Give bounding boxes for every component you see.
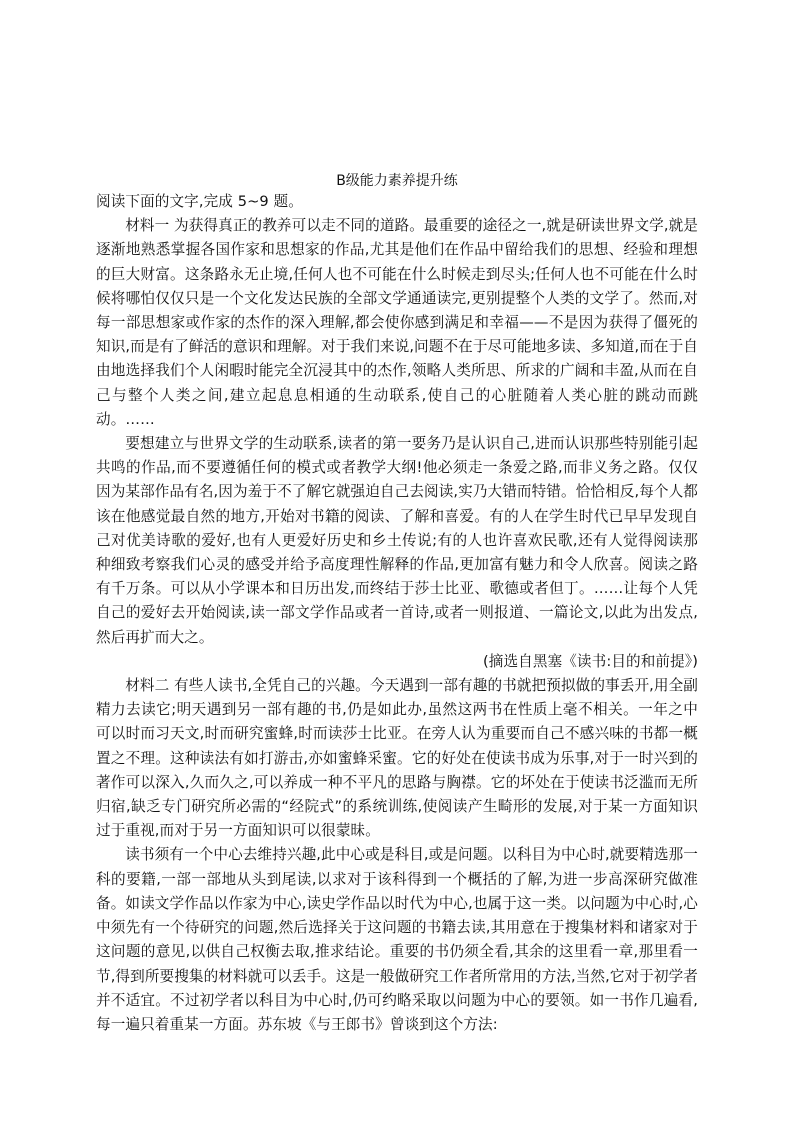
reading-passage (96, 190, 698, 1037)
paragraph-material-one: 材料一 为获得真正的教养可以走不同的道路。最重要的途径之一,就是研读世界文学,就是逐渐地熟悉掌握各国作家和思想家的作品,尤其是他们在作品中留给我们的思想、经验和理想的巨大财富。这条路永无止境,任何人也不可能在什么时候走到尽头;任何人也不可能在什么时候将哪怕仅仅只是一个文化发达民族的全部文学通通读完,更别提整个人类的文学了。然而,对每一部思想家或作家的杰作的深入理解,都会使你感到满足和幸福——不是因为获得了僵死的知识,而是有了鲜活的意识和理解。对于我们来说,问题不在于尽可能地多读、多知道,而在于自由地选择我们个人闲暇时能完全沉浸其中的杰作,领略人类所思、所求的广阔和丰盈,从而在自己与整个人类之间,建立起息息相通的生动联系,使自己的心脏随着人类心脏的跳动而跳动。…… (96, 217, 698, 428)
paragraph-reading-center: 读书须有一个中心去维持兴趣,此中心或是科目,或是问题。以科目为中心时,就要精选那一科的要籍,一部一部地从头到尾读,以求对于该科得到一个概括的了解,为进一步高深研究做准备。如读文学作品以作家为中心,读史学作品以时代为中心,也属于这一类。以问题为中心时,心中须先有一个待研究的问题,然后选择关于这问题的书籍去读,其用意在于搜集材料和诸家对于这问题的意见,以供自己权衡去取,推求结论。重要的书仍须全看,其余的这里看一章,那里看一节,得到所要搜集的材料就可以丢手。这是一般做研究工作者所常用的方法,当然,它对于初学者并不适宜。不过初学者以科目为中心时,仍可约略采取以问题为中心的要领。如一书作几遍看,每一遍只着重某一方面。苏东坡《与王郎书》曾谈到这个方法: (96, 846, 698, 1033)
paragraph-material-two: 材料二 有些人读书,全凭自己的兴趣。今天遇到一部有趣的书就把预拟做的事丢开,用全副精力去读它;明天遇到另一部有趣的书,仍是如此办,虽然这两书在性质上毫不相关。一年之中可以时而习天文,时而研究蜜蜂,时而读莎士比亚。在旁人认为重要而自己不感兴味的书都一概置之不理。这种读法有如打游击,亦如蜜蜂采蜜。它的好处在使读书成为乐事,对于一时兴到的著作可以深入,久而久之,可以养成一种不平凡的思路与胸襟。它的坏处在于使读书泛滥而无所归宿,缺乏专门研究所必需的“经院式”的系统训练,使阅读产生畸形的发展,对于某一方面知识过于重视,而对于另一方面知识可以很蒙昧。 (96, 677, 698, 840)
source-citation: (摘选自黑塞《读书:目的和前提》) (482, 652, 698, 670)
instruction: 阅读下面的文字,完成 5~9 题。 (96, 193, 303, 210)
section-title: B级能力素养提升练 (336, 173, 458, 189)
paragraph-reading-advice: 要想建立与世界文学的生动联系,读者的第一要务乃是认识自己,进而认识那些特别能引起共鸣的作品,而不要遵循任何的模式或者教学大纲!他必须走一条爱之路,而非义务之路。仅仅因为某部作品有名,因为羞于不了解它就强迫自己去阅读,实乃大错而特错。恰恰相反,每个人都该在他感觉最自然的地方,开始对书籍的阅读、了解和喜爱。有的人在学生时代已早早发现自己对优美诗歌的爱好,也有人更爱好历史和乡土传说;有的人也许喜欢民歌,还有人觉得阅读那种细致考察我们心灵的感受并给予高度理性解释的作品,更加富有魅力和令人欣喜。阅读之路有千万条。可以从小学课本和日历出发,而终结于莎士比亚、歌德或者但丁。……让每个人凭自己的爱好去开始阅读,读一部文学作品或者一首诗,或者一则报道、一篇论文,以此为出发点,然后再扩而大之。 (96, 435, 698, 646)
